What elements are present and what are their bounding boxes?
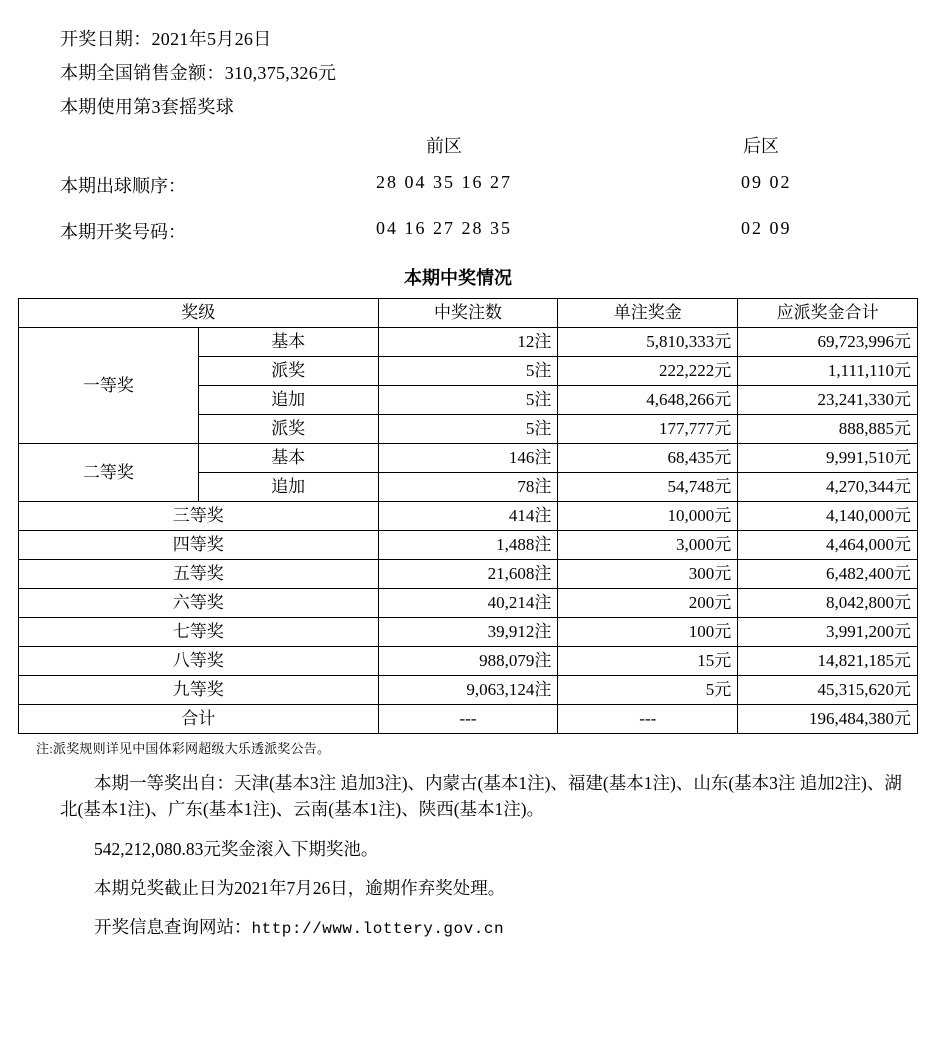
front-zone-label: 前区 xyxy=(426,136,462,156)
ball-order-front-numbers: 28 04 35 16 27 xyxy=(376,172,512,192)
total-prize-cell: 196,484,380元 xyxy=(738,705,918,734)
table-row xyxy=(19,676,918,705)
deadline-paragraph: 本期兑奖截止日为2021年7月26日，逾期作弃奖处理。 xyxy=(94,877,506,898)
header-total-prize: 应派奖金合计 xyxy=(738,299,918,328)
subtype-cell: 追加 xyxy=(198,386,378,415)
single-prize-cell: --- xyxy=(558,705,738,734)
table-row xyxy=(19,618,918,647)
winning-numbers-row xyxy=(18,218,918,248)
total-prize-cell: 23,241,330元 xyxy=(738,386,918,415)
count-cell: 988,079注 xyxy=(378,647,558,676)
total-prize-cell: 9,991,510元 xyxy=(738,444,918,473)
back-zone-label: 后区 xyxy=(743,136,779,156)
table-row xyxy=(19,589,918,618)
grade-cell: 三等奖 xyxy=(19,502,379,531)
table-row xyxy=(19,444,918,473)
count-cell: --- xyxy=(378,705,558,734)
total-prize-cell: 45,315,620元 xyxy=(738,676,918,705)
table-row xyxy=(19,531,918,560)
total-prize-cell: 4,464,000元 xyxy=(738,531,918,560)
count-cell: 5注 xyxy=(378,357,558,386)
draw-date-line: 开奖日期：2021年5月26日 xyxy=(60,29,272,49)
grade-cell: 七等奖 xyxy=(19,618,379,647)
table-row xyxy=(19,647,918,676)
subtype-cell: 基本 xyxy=(198,328,378,357)
total-prize-cell: 8,042,800元 xyxy=(738,589,918,618)
table-row xyxy=(19,560,918,589)
ball-order-back-numbers: 09 02 xyxy=(741,172,792,192)
total-prize-cell: 6,482,400元 xyxy=(738,560,918,589)
single-prize-cell: 222,222元 xyxy=(558,357,738,386)
count-cell: 39,912注 xyxy=(378,618,558,647)
total-prize-cell: 3,991,200元 xyxy=(738,618,918,647)
machine-set-line: 本期使用第3套摇奖球 xyxy=(60,97,234,117)
count-cell: 1,488注 xyxy=(378,531,558,560)
count-cell: 9,063,124注 xyxy=(378,676,558,705)
table-row xyxy=(19,502,918,531)
prize-table-title: 本期中奖情况 xyxy=(404,268,512,288)
website-url[interactable]: http://www.lottery.gov.cn xyxy=(251,920,505,938)
count-cell: 40,214注 xyxy=(378,589,558,618)
header-single-prize: 单注奖金 xyxy=(558,299,738,328)
prize-table xyxy=(18,298,918,734)
count-cell: 146注 xyxy=(378,444,558,473)
ball-order-row xyxy=(18,172,918,202)
subtype-cell: 派奖 xyxy=(198,357,378,386)
grade-cell: 四等奖 xyxy=(19,531,379,560)
single-prize-cell: 3,000元 xyxy=(558,531,738,560)
single-prize-cell: 177,777元 xyxy=(558,415,738,444)
single-prize-cell: 54,748元 xyxy=(558,473,738,502)
subtype-cell: 追加 xyxy=(198,473,378,502)
table-total-row xyxy=(19,705,918,734)
total-prize-cell: 888,885元 xyxy=(738,415,918,444)
total-prize-cell: 14,821,185元 xyxy=(738,647,918,676)
header-grade: 奖级 xyxy=(19,299,379,328)
winning-numbers-front: 04 16 27 28 35 xyxy=(376,218,512,238)
total-prize-cell: 4,270,344元 xyxy=(738,473,918,502)
count-cell: 5注 xyxy=(378,386,558,415)
subtype-cell: 派奖 xyxy=(198,415,378,444)
total-prize-cell: 4,140,000元 xyxy=(738,502,918,531)
single-prize-cell: 4,648,266元 xyxy=(558,386,738,415)
grade-cell: 六等奖 xyxy=(19,589,379,618)
count-cell: 78注 xyxy=(378,473,558,502)
table-footnote: 注:派奖规则详见中国体彩网超级大乐透派奖公告。 xyxy=(36,741,331,756)
single-prize-cell: 100元 xyxy=(558,618,738,647)
winning-numbers-label: 本期开奖号码： xyxy=(60,222,186,242)
single-prize-cell: 68,435元 xyxy=(558,444,738,473)
subtype-cell: 基本 xyxy=(198,444,378,473)
ball-order-label: 本期出球顺序： xyxy=(60,176,186,196)
single-prize-cell: 5元 xyxy=(558,676,738,705)
grade-cell: 一等奖 xyxy=(19,328,199,444)
total-prize-cell: 1,111,110元 xyxy=(738,357,918,386)
winning-numbers-back: 02 09 xyxy=(741,218,792,238)
single-prize-cell: 5,810,333元 xyxy=(558,328,738,357)
website-label: 开奖信息查询网站： xyxy=(94,917,252,937)
single-prize-cell: 200元 xyxy=(558,589,738,618)
count-cell: 414注 xyxy=(378,502,558,531)
first-prize-origin-paragraph: 本期一等奖出自：天津(基本3注 追加3注)、内蒙古(基本1注)、福建(基本1注)、山东(基本3注 追加2注)、湖北(基本1注)、广东(基本1注)、云南(基本1注)、陕西(基本1注)。 xyxy=(60,773,902,820)
grade-cell: 合计 xyxy=(19,705,379,734)
single-prize-cell: 15元 xyxy=(558,647,738,676)
grade-cell: 九等奖 xyxy=(19,676,379,705)
website-paragraph xyxy=(18,914,918,941)
count-cell: 21,608注 xyxy=(378,560,558,589)
sales-amount-line: 本期全国销售金额：310,375,326元 xyxy=(60,63,337,83)
count-cell: 5注 xyxy=(378,415,558,444)
grade-cell: 二等奖 xyxy=(19,444,199,502)
table-row xyxy=(19,328,918,357)
grade-cell: 八等奖 xyxy=(19,647,379,676)
header-count: 中奖注数 xyxy=(378,299,558,328)
count-cell: 12注 xyxy=(378,328,558,357)
total-prize-cell: 69,723,996元 xyxy=(738,328,918,357)
table-header-row xyxy=(19,299,918,328)
zone-header-row xyxy=(18,132,918,158)
rollover-paragraph: 542,212,080.83元奖金滚入下期奖池。 xyxy=(94,838,379,859)
single-prize-cell: 300元 xyxy=(558,560,738,589)
grade-cell: 五等奖 xyxy=(19,560,379,589)
single-prize-cell: 10,000元 xyxy=(558,502,738,531)
